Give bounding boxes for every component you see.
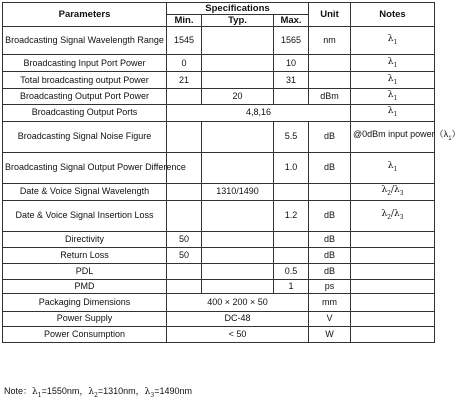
parameters-header: Parameters: [3, 3, 167, 27]
min-value: [167, 200, 202, 231]
typ-value: < 50: [167, 326, 309, 342]
min-header: Min.: [167, 15, 202, 27]
param-output-ports: Broadcasting Output Ports: [3, 104, 167, 121]
typ-value: [202, 27, 274, 55]
typ-value: 1310/1490: [202, 183, 274, 200]
min-value: [167, 121, 202, 152]
unit-value: dB: [309, 121, 351, 152]
unit-value: ps: [309, 279, 351, 293]
note-value: [351, 293, 435, 311]
table-row: [3, 152, 435, 183]
note-value: $\lambda_2/\lambda_3$: [351, 183, 435, 200]
min-value: 50: [167, 247, 202, 263]
typ-value: [202, 247, 274, 263]
max-value: [274, 89, 309, 105]
unit-value: dB: [309, 231, 351, 247]
note-value: $\lambda_1$: [351, 27, 435, 55]
typ-value: [202, 279, 274, 293]
table-row: [3, 55, 435, 72]
table-row: [3, 183, 435, 200]
unit-header: Unit: [309, 3, 351, 27]
specifications-table: [2, 2, 461, 343]
note-value: $\lambda_1$: [351, 72, 435, 89]
typ-value: 400 × 200 × 50: [167, 293, 309, 311]
max-value: [274, 183, 309, 200]
typ-value: [202, 231, 274, 247]
note-value: @0dBm input $power(\lambda_1)$: [351, 121, 435, 152]
max-value: 1565: [274, 27, 309, 55]
unit-value: mm: [309, 293, 351, 311]
table-row: [3, 72, 435, 89]
table-row: [3, 326, 435, 342]
unit-value: dB: [309, 152, 351, 183]
param-total-output-power: Total broadcasting output Power: [3, 72, 167, 89]
footnote-prefix: Note：: [4, 386, 33, 396]
note-value: $\lambda_1$: [351, 89, 435, 105]
param-return-loss: Return Loss: [3, 247, 167, 263]
unit-value: dBm: [309, 89, 351, 105]
unit-value: V: [309, 311, 351, 326]
param-pmd: PMD: [3, 279, 167, 293]
note-value: $\lambda_1$: [351, 104, 435, 121]
min-value: 0: [167, 55, 202, 72]
table-row: [3, 121, 435, 152]
param-output-power-difference: Broadcasting Signal Output Power Difference: [3, 152, 167, 183]
typ-header: Typ.: [202, 15, 274, 27]
table-row: [3, 293, 435, 311]
typ-value: 4,8,16: [167, 104, 351, 121]
specifications-header: Specifications: [167, 3, 309, 15]
table-row: [3, 89, 435, 105]
param-power-supply: Power Supply: [3, 311, 167, 326]
note-value: $\lambda_2/\lambda_3$: [351, 200, 435, 231]
table-row: [3, 231, 435, 247]
table-row: [3, 247, 435, 263]
max-value: 10: [274, 55, 309, 72]
param-packaging-dimensions: Packaging Dimensions: [3, 293, 167, 311]
min-value: 21: [167, 72, 202, 89]
note-value: $\lambda_1$: [351, 55, 435, 72]
table-row: [3, 27, 435, 55]
table-row: [3, 279, 435, 293]
min-value: [167, 183, 202, 200]
param-wavelength-range: Broadcasting Signal Wavelength Range: [3, 27, 167, 55]
max-value: [274, 231, 309, 247]
unit-value: [309, 72, 351, 89]
param-input-port-power: Broadcasting Input Port Power: [3, 55, 167, 72]
param-voice-wavelength: Date & Voice Signal Wavelength: [3, 183, 167, 200]
unit-value: [309, 183, 351, 200]
note-value: $\lambda_1$: [351, 152, 435, 183]
typ-value: [202, 121, 274, 152]
unit-value: W: [309, 326, 351, 342]
min-value: [167, 263, 202, 279]
typ-value: [202, 152, 274, 183]
max-value: 1.2: [274, 200, 309, 231]
unit-value: dB: [309, 200, 351, 231]
table-row: [3, 311, 435, 326]
max-value: 1.0: [274, 152, 309, 183]
max-header: Max.: [274, 15, 309, 27]
max-value: [274, 247, 309, 263]
max-value: 1: [274, 279, 309, 293]
min-value: 1545: [167, 27, 202, 55]
note-value: [351, 247, 435, 263]
typ-value: DC-48: [167, 311, 309, 326]
min-value: [167, 279, 202, 293]
param-insertion-loss: Date & Voice Signal Insertion Loss: [3, 200, 167, 231]
typ-value: [202, 200, 274, 231]
note-value: [351, 311, 435, 326]
param-output-port-power: Broadcasting Output Port Power: [3, 89, 167, 105]
typ-value: [202, 55, 274, 72]
note-value: [351, 279, 435, 293]
typ-value: 20: [202, 89, 274, 105]
notes-header: Notes: [351, 3, 435, 27]
param-pdl: PDL: [3, 263, 167, 279]
unit-value: nm: [309, 27, 351, 55]
max-value: 5.5: [274, 121, 309, 152]
table-row: [3, 104, 435, 121]
param-directivity: Directivity: [3, 231, 167, 247]
param-power-consumption: Power Consumption: [3, 326, 167, 342]
min-value: [167, 89, 202, 105]
min-value: 50: [167, 231, 202, 247]
typ-value: [202, 72, 274, 89]
unit-value: dB: [309, 247, 351, 263]
param-noise-figure: Broadcasting Signal Noise Figure: [3, 121, 167, 152]
table-row: [3, 263, 435, 279]
note-value: [351, 263, 435, 279]
note-value: [351, 326, 435, 342]
note-value: [351, 231, 435, 247]
typ-value: [202, 263, 274, 279]
unit-value: [309, 55, 351, 72]
footnote: Note：$\lambda_1=1550nm$，$\lambda_2=1310nm$，$\lambda_3=1490nm$: [4, 386, 192, 399]
max-value: 31: [274, 72, 309, 89]
max-value: 0.5: [274, 263, 309, 279]
unit-value: dB: [309, 263, 351, 279]
table-row: [3, 200, 435, 231]
